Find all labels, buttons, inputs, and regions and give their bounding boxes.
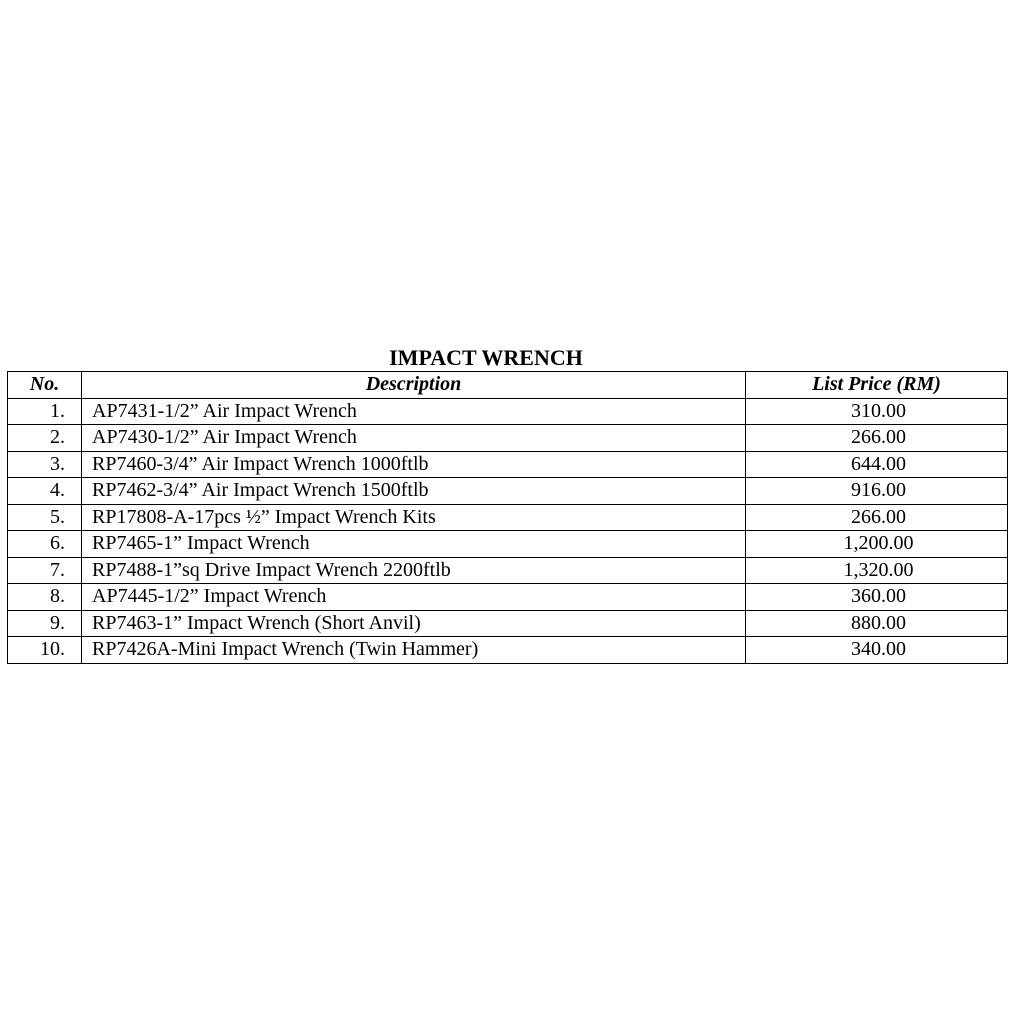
table-row (8, 610, 1008, 637)
row-description: AP7431-1/2” Air Impact Wrench (82, 398, 746, 425)
row-number: 8. (8, 584, 82, 611)
document-title: IMPACT WRENCH (389, 345, 583, 370)
row-description: AP7445-1/2” Impact Wrench (82, 584, 746, 611)
row-number: 3. (8, 451, 82, 478)
row-price: 266.00 (746, 425, 1008, 452)
row-description: RP7463-1” Impact Wrench (Short Anvil) (82, 610, 746, 637)
header-description: Description (82, 372, 746, 399)
row-description: RP7426A-Mini Impact Wrench (Twin Hammer) (82, 637, 746, 664)
row-description: RP7488-1”sq Drive Impact Wrench 2200ftlb (82, 557, 746, 584)
row-number: 6. (8, 531, 82, 558)
row-number: 4. (8, 478, 82, 505)
table-header-row (8, 372, 1008, 399)
table-row (8, 398, 1008, 425)
row-price: 266.00 (746, 504, 1008, 531)
row-price: 360.00 (746, 584, 1008, 611)
table-row (8, 584, 1008, 611)
table-row (8, 425, 1008, 452)
row-description: AP7430-1/2” Air Impact Wrench (82, 425, 746, 452)
row-price: 1,320.00 (746, 557, 1008, 584)
row-description: RP7462-3/4” Air Impact Wrench 1500ftlb (82, 478, 746, 505)
row-number: 2. (8, 425, 82, 452)
table-row (8, 557, 1008, 584)
row-number: 10. (8, 637, 82, 664)
header-no: No. (8, 372, 82, 399)
row-price: 880.00 (746, 610, 1008, 637)
table-row (8, 478, 1008, 505)
row-price: 1,200.00 (746, 531, 1008, 558)
row-description: RP7460-3/4” Air Impact Wrench 1000ftlb (82, 451, 746, 478)
row-number: 1. (8, 398, 82, 425)
row-price: 644.00 (746, 451, 1008, 478)
price-list-table (7, 371, 1008, 664)
table-row (8, 451, 1008, 478)
row-price: 310.00 (746, 398, 1008, 425)
row-number: 9. (8, 610, 82, 637)
header-price: List Price (RM) (746, 372, 1008, 399)
table-row (8, 637, 1008, 664)
row-description: RP7465-1” Impact Wrench (82, 531, 746, 558)
row-price: 916.00 (746, 478, 1008, 505)
row-number: 5. (8, 504, 82, 531)
row-number: 7. (8, 557, 82, 584)
table-row (8, 504, 1008, 531)
row-price: 340.00 (746, 637, 1008, 664)
row-description: RP17808-A-17pcs ½” Impact Wrench Kits (82, 504, 746, 531)
table-row (8, 531, 1008, 558)
